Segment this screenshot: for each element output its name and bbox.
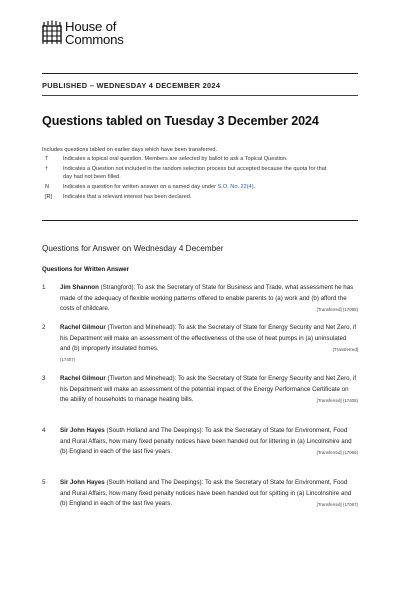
question-body <box>60 426 358 459</box>
intro-text: Includes questions tabled on earlier days which have been transferred. <box>42 147 218 153</box>
legend-text: Indicates that a relevant interest has been declared. <box>63 194 192 201</box>
logo-line-2: Commons <box>65 32 124 47</box>
published-date: PUBLISHED – WEDNESDAY 4 DECEMBER 2024 <box>42 81 221 90</box>
question-constituency: (Tiverton and Minehead): <box>105 324 178 331</box>
question-tag: [Transferred] (17095) <box>316 307 358 313</box>
question-tag: [Transferred] <box>333 347 358 353</box>
house-of-commons-logo <box>42 20 124 46</box>
question-id: (17407) <box>60 356 76 362</box>
question-body <box>60 374 358 407</box>
legend-symbol: † <box>45 166 49 173</box>
legend-row-topical <box>42 156 358 164</box>
legend-row-interest <box>42 194 358 202</box>
question-tag: [Transferred] (17066) <box>316 450 358 456</box>
top-rule <box>42 73 358 74</box>
question-body <box>60 283 358 316</box>
question-asker: Jim Shannon <box>60 284 99 291</box>
page-title: Questions tabled on Tuesday 3 December 2024 <box>42 114 319 128</box>
legend-text-wrap <box>63 184 333 192</box>
question-tag: [Transferred] (17408) <box>316 398 358 404</box>
published-rule <box>42 95 358 96</box>
logo-line-1: House of <box>65 19 117 34</box>
portcullis-icon <box>42 20 62 44</box>
legend-row-dagger <box>42 166 358 181</box>
question-asker: Rachel Gilmour <box>60 375 106 382</box>
question-number: 3 <box>42 375 46 382</box>
section-heading: Questions for Answer on Wednesday 4 December <box>42 244 224 253</box>
question-text: To ask the Secretary of State for Business and Trade, what assessment he has made of the adequacy of flexible working patterns offered to enable parents to (a) work and (b) afford the costs of childcare. <box>60 284 354 313</box>
legend-symbol: [R] <box>45 194 53 201</box>
question-number: 2 <box>42 324 46 331</box>
question-body <box>60 478 358 511</box>
question-number: 1 <box>42 284 46 291</box>
question-constituency: (South Holland and The Deepings): <box>104 427 205 434</box>
legend-symbol: T <box>45 156 49 162</box>
legend-text: Indicates a Question not included in the random selection process but accepted because the quota for that day had not been filled. <box>63 166 327 180</box>
question-text: To ask the Secretary of State for Environment, Food and Rural Affairs, how many fixed penalty notices have been handed out for spitting in (a) Lincolnshire and (b) England in each of the last five years. <box>60 479 352 508</box>
legend-rule <box>42 220 358 221</box>
legend-text-end: . <box>253 183 256 190</box>
standing-order-link[interactable]: S.O. No. 22(4) <box>217 183 254 190</box>
legend <box>42 156 358 204</box>
question-asker: Rachel Gilmour <box>60 324 106 331</box>
question-asker: Sir John Hayes <box>60 479 105 486</box>
legend-symbol: N <box>45 183 50 190</box>
legend-text: Indicates a question for written answer on a named day under <box>63 183 218 190</box>
question-constituency: (Tiverton and Minehead): <box>105 375 178 382</box>
question-text: To ask the Secretary of State for Environment, Food and Rural Affairs, how many fixed penalty notices have been handed out for littering in (a) Lincolnshire and (b) England in each of the last five years. <box>60 427 352 456</box>
legend-text: Indicates a topical oral question. Members are selected by ballot to ask a Topical Question. <box>63 156 288 162</box>
question-body <box>60 323 358 365</box>
subsection-heading: Questions for Written Answer <box>42 266 129 273</box>
question-asker: Sir John Hayes <box>60 427 105 434</box>
question-constituency: (Strangford): <box>98 284 137 291</box>
legend-row-named-day <box>42 184 358 192</box>
question-tag: [Transferred] (17067) <box>316 502 358 508</box>
question-number: 5 <box>42 479 46 486</box>
question-text: To ask the Secretary of State for Energy Security and Net Zero, if his Department will make an assessment of the potential impact of the Energy Performance Certificate on the ability of households to manage heating bills. <box>60 375 357 404</box>
question-text: To ask the Secretary of State for Energy Security and Net Zero, if his Department will make an assessment of the effectiveness of the use of heat pumps in (a) uninsulated and (b) improperly insulated homes. <box>60 324 357 353</box>
question-constituency: (South Holland and The Deepings): <box>104 479 205 486</box>
question-number: 4 <box>42 427 46 434</box>
